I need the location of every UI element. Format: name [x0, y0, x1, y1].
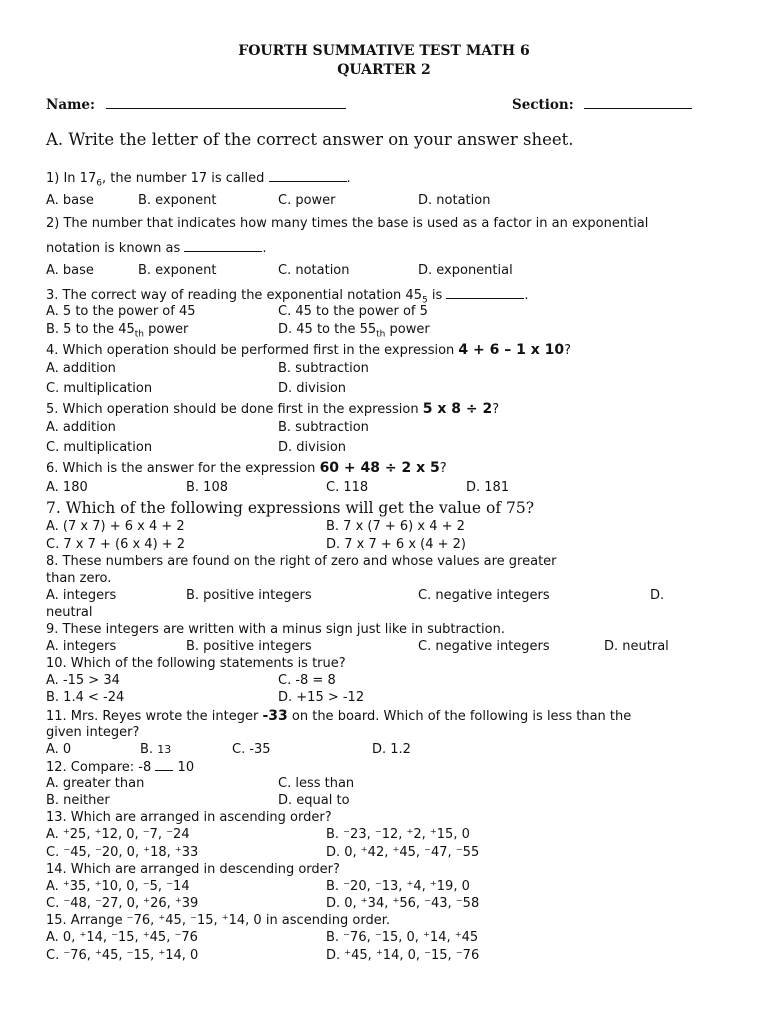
q12-option-a[interactable]: A. greater than: [46, 776, 145, 791]
q2-option-b[interactable]: B. exponent: [138, 263, 217, 278]
q7-option-c[interactable]: C. 7 x 7 + (6 x 4) + 2: [46, 537, 186, 552]
q15-option-a[interactable]: A. 0, ⁺14, ⁻15, ⁺45, ⁻76: [46, 930, 198, 945]
question-12: 12. Compare: -8 10: [46, 760, 195, 775]
q13-option-b[interactable]: B. ⁻23, ⁻12, ⁺2, ⁺15, 0: [326, 827, 470, 842]
q6-option-c[interactable]: C. 118: [326, 480, 369, 495]
q14-option-b[interactable]: B. ⁻20, ⁻13, ⁺4, ⁺19, 0: [326, 879, 470, 894]
name-label: Name:: [46, 97, 95, 113]
q13-option-a[interactable]: A. ⁺25, ⁺12, 0, ⁻7, ⁻24: [46, 827, 190, 842]
q6-option-b[interactable]: B. 108: [186, 480, 228, 495]
question-4: 4. Which operation should be performed first in the expression 4 + 6 – 1 x 10?: [46, 342, 572, 358]
q7-option-b[interactable]: B. 7 x (7 + 6) x 4 + 2: [326, 519, 465, 534]
q5-option-d[interactable]: D. division: [278, 440, 347, 455]
q8-option-b[interactable]: B. positive integers: [186, 588, 312, 603]
question-11-cont: given integer?: [46, 725, 140, 740]
question-2-cont: notation is known as .: [46, 241, 267, 256]
q14-option-d[interactable]: D. 0, ⁺34, ⁺56, ⁻43, ⁻58: [326, 896, 480, 911]
q12-option-b[interactable]: B. neither: [46, 793, 110, 808]
q9-option-d[interactable]: D. neutral: [604, 639, 669, 654]
question-9: 9. These integers are written with a minus sign just like in subtraction.: [46, 622, 505, 637]
question-8: 8. These numbers are found on the right of zero and whose values are greater: [46, 554, 557, 569]
q8-option-a[interactable]: A. integers: [46, 588, 117, 603]
instruction: A. Write the letter of the correct answer on your answer sheet.: [46, 130, 574, 149]
q11-option-a[interactable]: A. 0: [46, 742, 72, 757]
question-13: 13. Which are arranged in ascending order?: [46, 810, 332, 825]
q4-option-a[interactable]: A. addition: [46, 361, 116, 376]
q5-option-c[interactable]: C. multiplication: [46, 440, 153, 455]
q12-option-c[interactable]: C. less than: [278, 776, 355, 791]
question-5: 5. Which operation should be done first in the expression 5 x 8 ÷ 2?: [46, 401, 500, 417]
q1-option-d[interactable]: D. notation: [418, 193, 491, 208]
q4-option-d[interactable]: D. division: [278, 381, 347, 396]
q1-option-b[interactable]: B. exponent: [138, 193, 217, 208]
question-7: 7. Which of the following expressions will get the value of 75?: [46, 499, 535, 517]
q6-option-a[interactable]: A. 180: [46, 480, 88, 495]
q9-option-b[interactable]: B. positive integers: [186, 639, 312, 654]
question-14: 14. Which are arranged in descending order?: [46, 862, 340, 877]
q11-option-d[interactable]: D. 1.2: [372, 742, 411, 757]
question-2: 2) The number that indicates how many times the base is used as a factor in an exponential: [46, 216, 649, 231]
q3-option-c[interactable]: C. 45 to the power of 5: [278, 304, 428, 319]
q9-option-c[interactable]: C. negative integers: [418, 639, 550, 654]
q14-option-a[interactable]: A. ⁺35, ⁺10, 0, ⁻5, ⁻14: [46, 879, 190, 894]
question-15: 15. Arrange ⁻76, ⁺45, ⁻15, ⁺14, 0 in ascending order.: [46, 913, 391, 928]
q11-option-c[interactable]: C. -35: [232, 742, 271, 757]
section-field[interactable]: [512, 96, 692, 113]
q13-option-c[interactable]: C. ⁻45, ⁻20, 0, ⁺18, ⁺33: [46, 845, 199, 860]
q10-option-a[interactable]: A. -15 > 34: [46, 673, 120, 688]
q11-option-b[interactable]: B. 13: [140, 742, 172, 757]
q3-option-b[interactable]: B. 5 to the $45_{th}$ power: [46, 322, 189, 340]
q6-option-d[interactable]: D. 181: [466, 480, 510, 495]
q3-option-d[interactable]: D. 45 to the $55_{th}$ power: [278, 322, 430, 340]
q12-option-d[interactable]: D. equal to: [278, 793, 350, 808]
test-subtitle: QUARTER 2: [337, 62, 431, 78]
test-title: FOURTH SUMMATIVE TEST MATH 6: [238, 43, 530, 59]
q15-option-b[interactable]: B. ⁻76, ⁻15, 0, ⁺14, ⁺45: [326, 930, 479, 945]
q13-option-d[interactable]: D. 0, ⁺42, ⁺45, ⁻47, ⁻55: [326, 845, 480, 860]
q8-option-c[interactable]: C. negative integers: [418, 588, 550, 603]
q1-option-c[interactable]: C. power: [278, 193, 336, 208]
q4-option-b[interactable]: B. subtraction: [278, 361, 369, 376]
q10-option-d[interactable]: D. +15 > -12: [278, 690, 365, 705]
q15-option-c[interactable]: C. ⁻76, ⁺45, ⁻15, ⁺14, 0: [46, 948, 199, 963]
q7-option-a[interactable]: A. (7 x 7) + 6 x 4 + 2: [46, 519, 185, 534]
question-3: 3. The correct way of reading the exponential notation $45_5$ is .: [46, 288, 529, 306]
q9-option-a[interactable]: A. integers: [46, 639, 117, 654]
name-blank[interactable]: [106, 96, 346, 109]
q4-option-c[interactable]: C. multiplication: [46, 381, 153, 396]
q7-option-d[interactable]: D. 7 x 7 + 6 x (4 + 2): [326, 537, 467, 552]
question-11: 11. Mrs. Reyes wrote the integer -33 on the board. Which of the following is less than the: [46, 708, 632, 724]
section-blank[interactable]: [584, 96, 692, 109]
question-10: 10. Which of the following statements is true?: [46, 656, 346, 671]
q3-option-a[interactable]: A. 5 to the power of 45: [46, 304, 196, 319]
q2-option-d[interactable]: D. exponential: [418, 263, 513, 278]
q8-option-d[interactable]: D.: [650, 588, 665, 603]
q2-option-a[interactable]: A. base: [46, 263, 94, 278]
question-1: 1) In $17_6$, the number 17 is called .: [46, 171, 351, 189]
question-8-cont: than zero.: [46, 571, 112, 586]
q10-option-b[interactable]: B. 1.4 < -24: [46, 690, 125, 705]
q14-option-c[interactable]: C. ⁻48, ⁻27, 0, ⁺26, ⁺39: [46, 896, 199, 911]
q10-option-c[interactable]: C. -8 = 8: [278, 673, 336, 688]
q8-option-d-text[interactable]: neutral: [46, 605, 93, 620]
question-6: 6. Which is the answer for the expression 60 + 48 ÷ 2 x 5?: [46, 460, 447, 476]
q1-option-a[interactable]: A. base: [46, 193, 94, 208]
q5-option-a[interactable]: A. addition: [46, 420, 116, 435]
section-label: Section:: [512, 97, 574, 113]
q5-option-b[interactable]: B. subtraction: [278, 420, 369, 435]
name-field[interactable]: [46, 96, 346, 113]
q2-option-c[interactable]: C. notation: [278, 263, 350, 278]
q15-option-d[interactable]: D. ⁺45, ⁺14, 0, ⁻15, ⁻76: [326, 948, 480, 963]
